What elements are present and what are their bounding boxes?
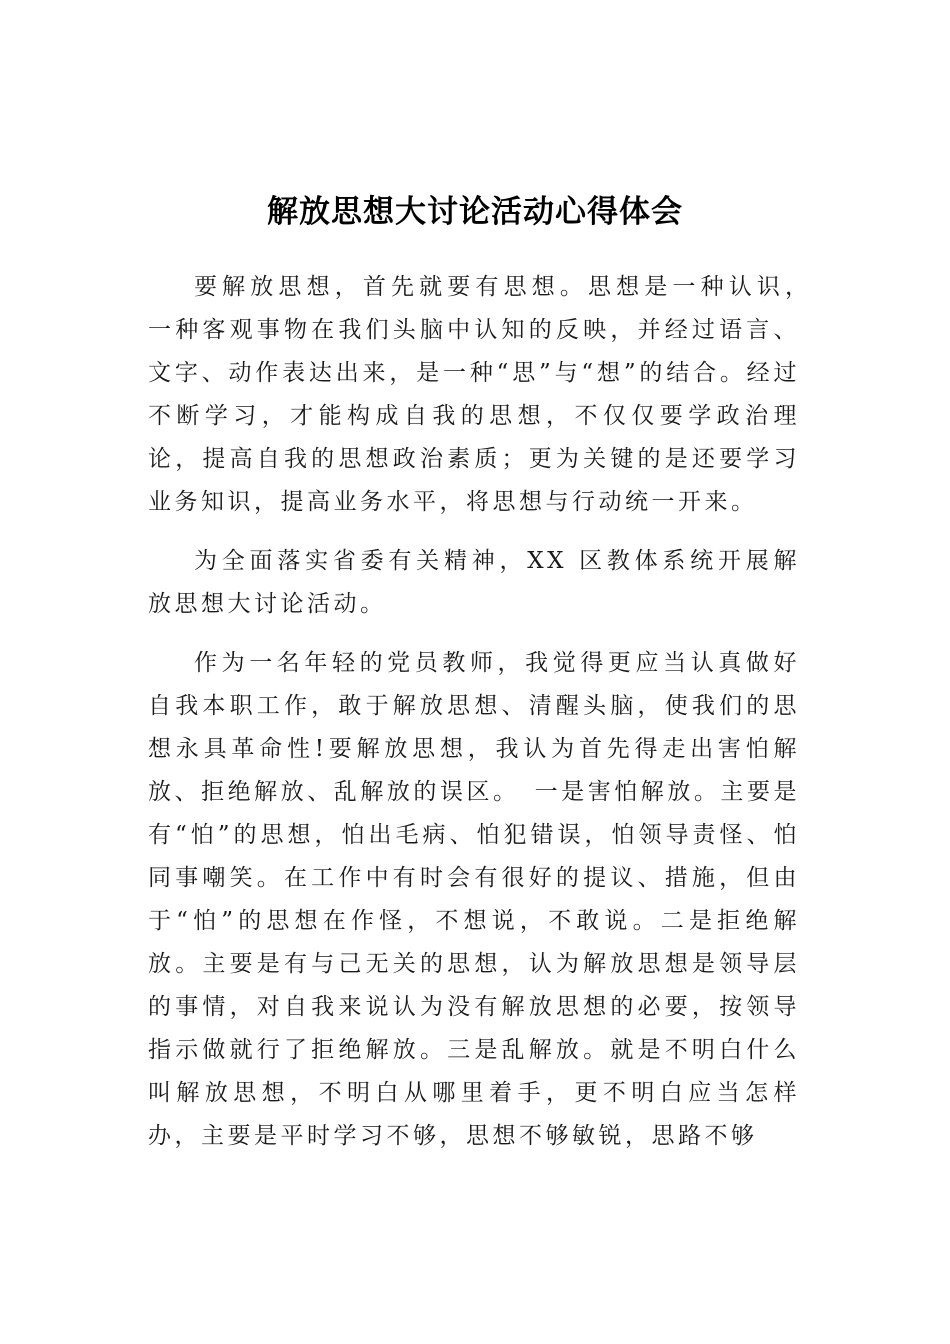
paragraph: 为全面落实省委有关精神，XX 区教体系统开展解放思想大讨论活动。 (148, 548, 800, 617)
paragraph: 要解放思想，首先就要有思想。思想是一种认识， 一种客观事物在我们头脑中认知的反映，并经过语言、文字、动作表达出来，是一种“思”与“想”的结合。经过不断学习，才能构成自我的思想，不仅仅要学政治理论，提高自我的思想政治素质；更为关键的是还要学习业务知识，提高业务水平，将思想与行动统一开来。 (148, 274, 827, 515)
document-title: 解放思想大讨论活动心得体会 (267, 193, 683, 230)
document-body (148, 266, 827, 1174)
paragraph: 作为一名年轻的党员教师，我觉得更应当认真做好自我本职工作，敢于解放思想、清醒头脑，使我们的思想永具革命性!要解放思想，我认为首先得走出害怕解放、拒绝解放、乱解放的误区。 一是害怕解放。主要是有“怕”的思想，怕出毛病、怕犯错误，怕领导责怪、怕同事嘲笑。在工作中有时会有很好的提议、措施，但由于“怕”的思想在作怪，不想说，不敢说。二是拒绝解放。主要是有与己无关的思想，认为解放思想是领导层的事情，对自我来说认为没有解放思想的必要，按领导指示做就行了拒绝解放。三是乱解放。就是不明白什么叫解放思想，不明白从哪里着手，更不明白应当怎样办，主要是平时学习不够，思想不够敏锐，思路不够 (148, 650, 800, 1149)
